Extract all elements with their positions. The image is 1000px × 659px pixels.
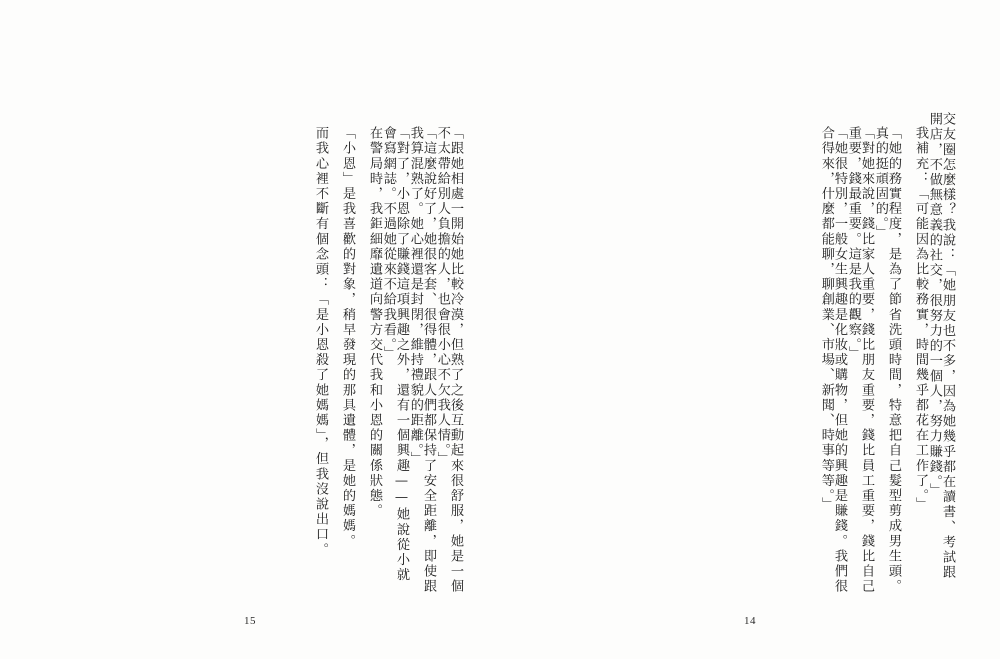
page-number-left: 15 (244, 615, 256, 627)
paragraph-column: 「對她來說，錢比家人重要，錢比朋友重要，錢比員工重要，錢比自己重要，錢最重要。這是我的觀察。」 (845, 126, 874, 595)
page-right (500, 0, 1000, 659)
paragraph-column: 交友圈怎麼樣？我說：「她朋友也不多，因為她幾乎都在讀書、考試跟開店，不做無意義的社交，很努力的一個人，努力賺錢。」 (926, 112, 955, 581)
paragraph-column: 「跟她相處一開始她比較冷漠，但熟了之後互動起來很舒服，她是一個不太帶給別人負擔的人，也會很小心不欠我人情。」 (434, 126, 463, 595)
paragraph-column: 「對了，小恩除了賺錢這項興趣之外，還有一個興趣——她說從小就會寫網誌。不過她從來不給我看。」 (380, 126, 409, 583)
paragraph-column: 我補充：「可能因為比較務實，時間幾乎都花在工作了。」 (913, 126, 928, 512)
page-left-text-block (30, 112, 463, 595)
page-right-text-block (526, 112, 955, 595)
paragraph-column: 「小恩」是我喜歡的對象，稍早發現的那具遺體，是她的媽媽。 (340, 126, 355, 549)
paragraph-column: 「她很特別，一般女生興趣是化妝或購物，但她的興趣是賺錢。我們很合得來，什麼都能聊，聊創業、市場、新聞、時事等等。」 (818, 126, 847, 595)
page-number-right: 14 (744, 615, 756, 627)
paragraph-column: 「她的務實程度，是為了節省洗頭時間，特意把自己髮型剪成男生頭。真的挺頑固的。」 (872, 126, 901, 595)
paragraph-column: 而我心裡不斷有個念頭：「是小恩殺了她媽媽」，但我沒說出口。 (313, 126, 328, 558)
paragraph-column: 「這麼說好了，她很客套、很得體，跟人們都保持了安全距離，即使跟我算混熟了。她心裡還是封閉，維持禮貌的距離。」 (407, 126, 436, 595)
paragraph-column: 在警局時，我鉅細靡遺道向警方交代我和小恩的關係狀態。 (367, 126, 382, 519)
